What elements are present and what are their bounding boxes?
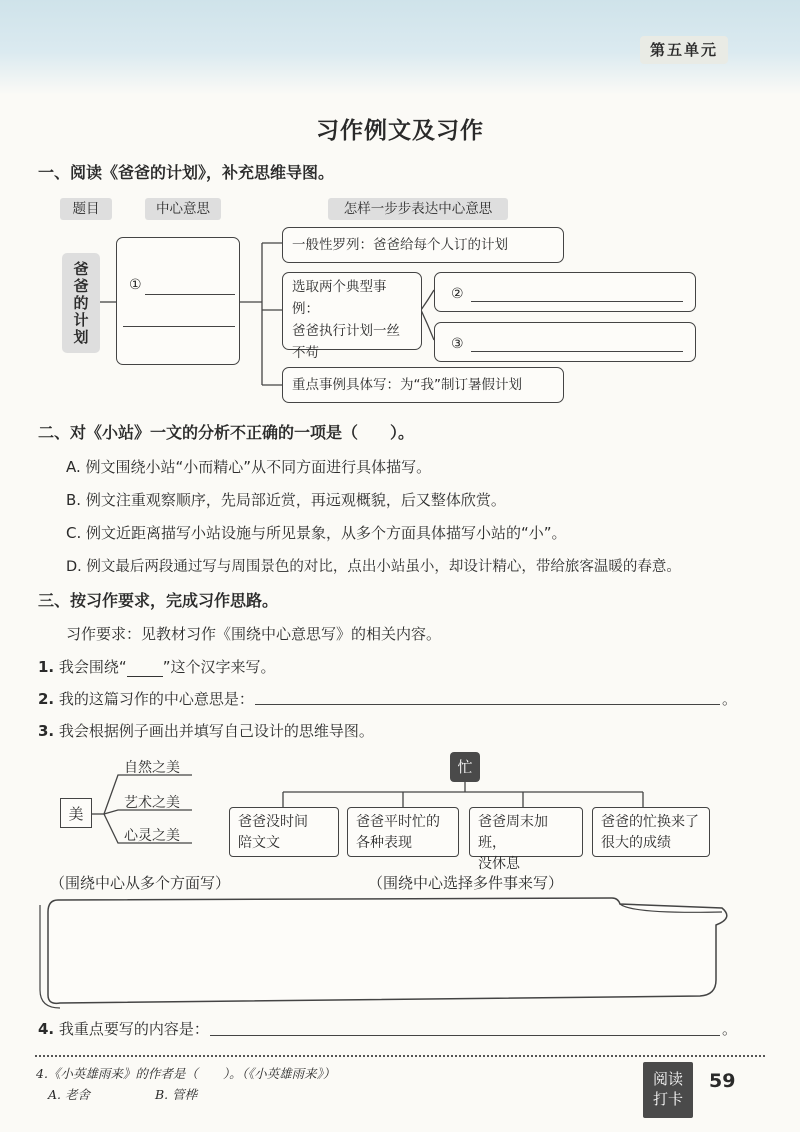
general-list-box: 一般性罗列：爸爸给每个人订的计划 [282, 227, 564, 263]
q3-requirement: 习作要求：见教材习作《围绕中心意思写》的相关内容。 [66, 625, 442, 643]
q3-item2-text: 我的这篇习作的中心意思是： [58, 690, 254, 708]
q3-heading: 三、按习作要求，完成习作思路。 [38, 591, 279, 610]
q3-item3-text: 我会根据例子画出并填写自己设计的思维导图。 [58, 722, 374, 740]
focus-example-box: 重点事例具体写：为“我”制订暑假计划 [282, 367, 564, 403]
vertical-title: 爸爸的计划 [62, 253, 100, 353]
q3-item2-end: 。 [722, 690, 738, 708]
footer-divider [35, 1055, 765, 1057]
q3-item4-text: 我重点要写的内容是： [58, 1020, 209, 1038]
left-map-branch-1: 自然之美 [124, 760, 180, 776]
footer-quiz-line: 4.《小英雄雨来》的作者是（ ）。（《小英雄雨来》） [36, 1066, 336, 1081]
left-map-center: 美 [60, 798, 92, 828]
q3-item4-blank[interactable] [210, 1035, 720, 1036]
blank2-label: ② [451, 286, 464, 302]
col-label-center: 中心意思 [145, 198, 221, 220]
q3-item1-text-b: ”这个汉字来写。 [162, 658, 276, 676]
q1-heading: 一、阅读《爸爸的计划》，补充思维导图。 [38, 163, 335, 182]
q2-option-c[interactable]: C. 例文近距离描写小站设施与所见景象，从多个方面具体描写小站的“小”。 [66, 524, 567, 542]
right-map-center: 忙 [450, 752, 480, 782]
q3-item4 [38, 1018, 209, 1039]
q3-item1-text-a: 我会围绕“ [58, 658, 127, 676]
checkin-line-1: 阅读 [652, 1070, 683, 1088]
card-1-line-1: 爸爸没时间 [238, 814, 308, 830]
blank1-label: ① [129, 277, 142, 293]
page-number: 59 [709, 1070, 736, 1092]
unit-tag: 第五单元 [640, 36, 728, 64]
card-3-line-2: 没休息 [478, 856, 520, 872]
page-title: 习作例文及习作 [316, 118, 484, 144]
q2-option-b[interactable]: B. 例文注重观察顺序，先局部近赏，再远观概貌，后又整体欣赏。 [66, 491, 506, 509]
left-map-branch-3: 心灵之美 [124, 828, 180, 844]
card-4-line-2: 很大的成绩 [601, 835, 671, 851]
col-label-how: 怎样一步步表达中心意思 [328, 198, 508, 220]
typical-examples-line1: 选取两个典型事例： [292, 279, 387, 317]
q2-heading: 二、对《小站》一文的分析不正确的一项是（ ）。 [38, 423, 415, 442]
q3-item4-end: 。 [722, 1020, 738, 1038]
footer-option-b[interactable]: B. 管桦 [155, 1087, 198, 1102]
card-2-line-2: 各种表现 [356, 835, 412, 851]
typical-examples-line2: 爸爸执行计划一丝 [292, 323, 400, 339]
q3-item2-num: 2. [38, 690, 55, 708]
card-4-line-1: 爸爸的忙换来了 [601, 814, 699, 830]
left-map-branch-2: 艺术之美 [124, 795, 180, 811]
right-map-caption: （围绕中心选择多件事来写） [368, 874, 564, 892]
col-label-title: 题目 [60, 198, 112, 220]
card-1-line-2: 陪文文 [238, 835, 280, 851]
reading-checkin-badge [643, 1062, 693, 1118]
q3-item4-num: 4. [38, 1020, 55, 1038]
card-2-line-1: 爸爸平时忙的 [356, 814, 440, 830]
q2-option-a[interactable]: A. 例文围绕小站“小而精心”从不同方面进行具体描写。 [66, 458, 432, 476]
checkin-line-2: 打卡 [652, 1090, 683, 1108]
footer-option-a[interactable]: A. 老舍 [48, 1087, 90, 1102]
typical-examples-line3: 不苟 [292, 345, 319, 361]
q3-item1-num: 1. [38, 658, 55, 676]
left-map-caption: （围绕中心从多个方面写） [50, 874, 231, 892]
card-3-line-1: 爸爸周末加班， [478, 814, 548, 851]
q2-option-d[interactable]: D. 例文最后两段通过写与周围景色的对比，点出小站虽小，却设计精心，带给旅客温暖的春意。 [66, 559, 681, 575]
q3-item3-num: 3. [38, 722, 55, 740]
blank3-label: ③ [451, 336, 464, 352]
